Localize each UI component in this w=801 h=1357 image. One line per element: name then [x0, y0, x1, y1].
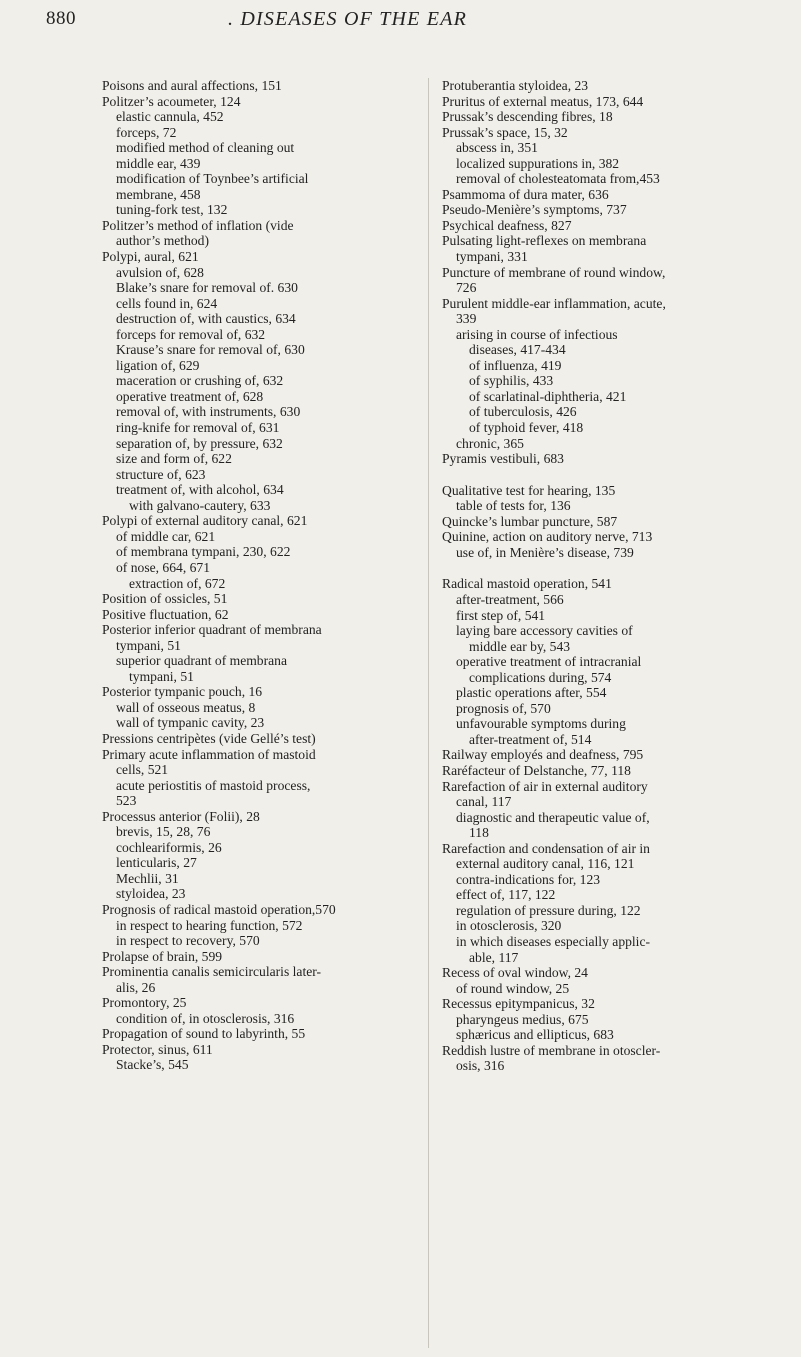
index-entry: after-treatment, 566: [456, 591, 564, 607]
page-header: [0, 8, 801, 44]
index-entry: in which diseases especially applic-: [456, 933, 651, 949]
index-entry: tuning-fork test, 132: [116, 202, 228, 218]
index-entry: brevis, 15, 28, 76: [116, 824, 211, 840]
index-entry: of syphilis, 433: [469, 373, 554, 389]
index-entry: after-treatment of, 514: [469, 731, 592, 747]
index-entry: of round window, 25: [456, 980, 570, 996]
index-entry: size and form of, 622: [116, 451, 232, 467]
index-entry: ring-knife for removal of, 631: [116, 420, 280, 436]
index-entry: Raréfacteur of Delstanche, 77, 118: [442, 762, 631, 778]
index-entry: of nose, 664, 671: [116, 559, 211, 575]
index-entry: separation of, by pressure, 632: [116, 435, 283, 451]
index-entry: 118: [469, 825, 489, 841]
index-entry: Quincke’s lumbar puncture, 587: [442, 513, 618, 529]
index-entry: Reddish lustre of membrane in otoscler-: [442, 1042, 661, 1058]
index-entry: Polypi of external auditory canal, 621: [102, 513, 308, 529]
index-entry: Recess of oval window, 24: [442, 965, 588, 981]
index-entry: localized suppurations in, 382: [456, 155, 620, 171]
index-entry: 339: [456, 311, 477, 327]
index-entry: Posterior inferior quadrant of membrana: [102, 622, 322, 638]
index-entry: extraction of, 672: [129, 575, 226, 591]
index-entry: regulation of pressure during, 122: [456, 902, 641, 918]
index-entry: effect of, 117, 122: [456, 887, 556, 903]
index-entry: cochleariformis, 26: [116, 839, 222, 855]
index-entry: Propagation of sound to labyrinth, 55: [102, 1026, 306, 1042]
column-divider: [428, 78, 429, 1348]
index-entry: diagnostic and therapeutic value of,: [456, 809, 650, 825]
index-entry: Puncture of membrane of round window,: [442, 264, 666, 280]
page-number: 880: [46, 8, 76, 29]
index-entry: acute periostitis of mastoid process,: [116, 777, 311, 793]
index-entry: operative treatment of intracranial: [456, 654, 642, 670]
index-entry: tympani, 331: [456, 249, 528, 265]
index-entry: modification of Toynbee’s artificial: [116, 171, 309, 187]
index-entry: Radical mastoid operation, 541: [442, 576, 612, 592]
index-entry: laying bare accessory cavities of: [456, 623, 633, 639]
index-entry: of influenza, 419: [469, 357, 562, 373]
index-entry: tympani, 51: [129, 668, 194, 684]
index-entry: Prognosis of radical mastoid operation,570: [102, 901, 336, 917]
index-entry: sphæricus and ellipticus, 683: [456, 1027, 614, 1043]
index-entry: middle ear, 439: [116, 155, 201, 171]
index-entry: of membrana tympani, 230, 622: [116, 544, 291, 560]
index-entry: Psammoma of dura mater, 636: [442, 186, 609, 202]
index-entry: Prussak’s descending fibres, 18: [442, 109, 613, 125]
index-entry: lenticularis, 27: [116, 855, 197, 871]
index-entry: Purulent middle-ear inflammation, acute,: [442, 295, 666, 311]
index-entry: maceration or crushing of, 632: [116, 373, 284, 389]
index-entry: wall of osseous meatus, 8: [116, 699, 256, 715]
index-entry: destruction of, with caustics, 634: [116, 311, 296, 327]
index-entry: of typhoid fever, 418: [469, 420, 584, 436]
index-entry: Pruritus of external meatus, 173, 644: [442, 93, 644, 109]
index-column-right: [442, 78, 747, 1074]
index-entry: Qualitative test for hearing, 135: [442, 482, 616, 498]
index-entry: styloidea, 23: [116, 886, 186, 902]
index-entry: Positive fluctuation, 62: [102, 606, 229, 622]
index-entry: cells found in, 624: [116, 295, 218, 311]
index-entry: Mechlii, 31: [116, 870, 179, 886]
index-entry: chronic, 365: [456, 435, 524, 451]
index-entry: Stacke’s, 545: [116, 1057, 189, 1073]
index-entry: ligation of, 629: [116, 357, 200, 373]
index-entry: Rarefaction and condensation of air in: [442, 840, 650, 856]
index-entry: Politzer’s acoumeter, 124: [102, 93, 241, 109]
index-entry: Recessus epitympanicus, 32: [442, 996, 595, 1012]
index-entry: superior quadrant of membrana: [116, 653, 287, 669]
index-entry: Prolapse of brain, 599: [102, 948, 223, 964]
index-entry: of tuberculosis, 426: [469, 404, 577, 420]
index-entry: tympani, 51: [116, 637, 181, 653]
index-entry: elastic cannula, 452: [116, 109, 224, 125]
section-gap: [442, 560, 747, 576]
index-entry: 726: [456, 280, 477, 296]
index-entry: plastic operations after, 554: [456, 685, 607, 701]
index-entry: removal of, with instruments, 630: [116, 404, 301, 420]
index-entry: Prominentia canalis semicircularis later-: [102, 964, 322, 980]
index-entry: complications during, 574: [469, 669, 612, 685]
index-entry: contra-indications for, 123: [456, 871, 601, 887]
index-entry: condition of, in otosclerosis, 316: [116, 1010, 295, 1026]
index-entry: Rarefaction of air in external auditory: [442, 778, 648, 794]
index-entry: Prussak’s space, 15, 32: [442, 124, 568, 140]
index-entry: author’s method): [116, 233, 209, 249]
index-entry: forceps for removal of, 632: [116, 326, 266, 342]
index-entry: first step of, 541: [456, 607, 546, 623]
index-entry: Posterior tympanic pouch, 16: [102, 684, 263, 700]
index-entry: abscess in, 351: [456, 140, 538, 156]
index-entry: Pressions centripètes (vide Gellé’s test): [102, 730, 316, 746]
index-entry: treatment of, with alcohol, 634: [116, 482, 284, 498]
index-entry: Protuberantia styloidea, 23: [442, 78, 589, 93]
index-entry: alis, 26: [116, 979, 156, 995]
index-entry: Position of ossicles, 51: [102, 591, 228, 607]
index-entry: unfavourable symptoms during: [456, 716, 626, 732]
index-entry: arising in course of infectious: [456, 326, 618, 342]
index-entry: in respect to recovery, 570: [116, 933, 260, 949]
index-entry: Politzer’s method of inflation (vide: [102, 217, 294, 233]
index-entry: Poisons and aural affections, 151: [102, 78, 282, 93]
index-entry: Pyramis vestibuli, 683: [442, 451, 564, 467]
index-entry: canal, 117: [456, 794, 512, 810]
index-entry: table of tests for, 136: [456, 498, 571, 514]
index-entry: removal of cholesteatomata from,453: [456, 171, 660, 187]
index-entry: forceps, 72: [116, 124, 177, 140]
index-entry: with galvano-cautery, 633: [129, 497, 271, 513]
index-entry: Promontory, 25: [102, 995, 187, 1011]
index-entry: of scarlatinal-diphtheria, 421: [469, 388, 627, 404]
index-entry: Krause’s snare for removal of, 630: [116, 342, 305, 358]
index-entry: avulsion of, 628: [116, 264, 204, 280]
index-entry: Primary acute inflammation of mastoid: [102, 746, 316, 762]
index-entry: modified method of cleaning out: [116, 140, 295, 156]
index-entry: Pseudo-Menière’s symptoms, 737: [442, 202, 627, 218]
index-entry: use of, in Menière’s disease, 739: [456, 544, 634, 560]
index-entry: operative treatment of, 628: [116, 388, 264, 404]
index-entry: of middle car, 621: [116, 528, 216, 544]
index-entry: middle ear by, 543: [469, 638, 571, 654]
index-entry: structure of, 623: [116, 466, 206, 482]
index-entry: Pulsating light-reflexes on membrana: [442, 233, 647, 249]
index-entry: pharyngeus medius, 675: [456, 1011, 589, 1027]
index-entry: wall of tympanic cavity, 23: [116, 715, 265, 731]
index-entry: diseases, 417-434: [469, 342, 566, 358]
index-column-left: [102, 78, 408, 1073]
index-entry: in respect to hearing function, 572: [116, 917, 303, 933]
index-entry: Psychical deafness, 827: [442, 217, 572, 233]
index-entry: cells, 521: [116, 762, 169, 778]
index-entry: Railway employés and deafness, 795: [442, 747, 644, 763]
running-title: . DISEASES OF THE EAR: [228, 8, 468, 30]
index-entry: able, 117: [469, 949, 519, 965]
section-gap: [442, 467, 747, 483]
index-entry: 523: [116, 793, 137, 809]
index-entry: Protector, sinus, 611: [102, 1041, 213, 1057]
index-entry: Quinine, action on auditory nerve, 713: [442, 529, 653, 545]
index-entry: external auditory canal, 116, 121: [456, 856, 635, 872]
index-entry: membrane, 458: [116, 186, 201, 202]
index-entry: osis, 316: [456, 1058, 505, 1074]
index-entry: Processus anterior (Folii), 28: [102, 808, 260, 824]
index-entry: Blake’s snare for removal of. 630: [116, 280, 298, 296]
index-entry: prognosis of, 570: [456, 700, 551, 716]
index-entry: Polypi, aural, 621: [102, 249, 199, 265]
index-entry: in otosclerosis, 320: [456, 918, 562, 934]
